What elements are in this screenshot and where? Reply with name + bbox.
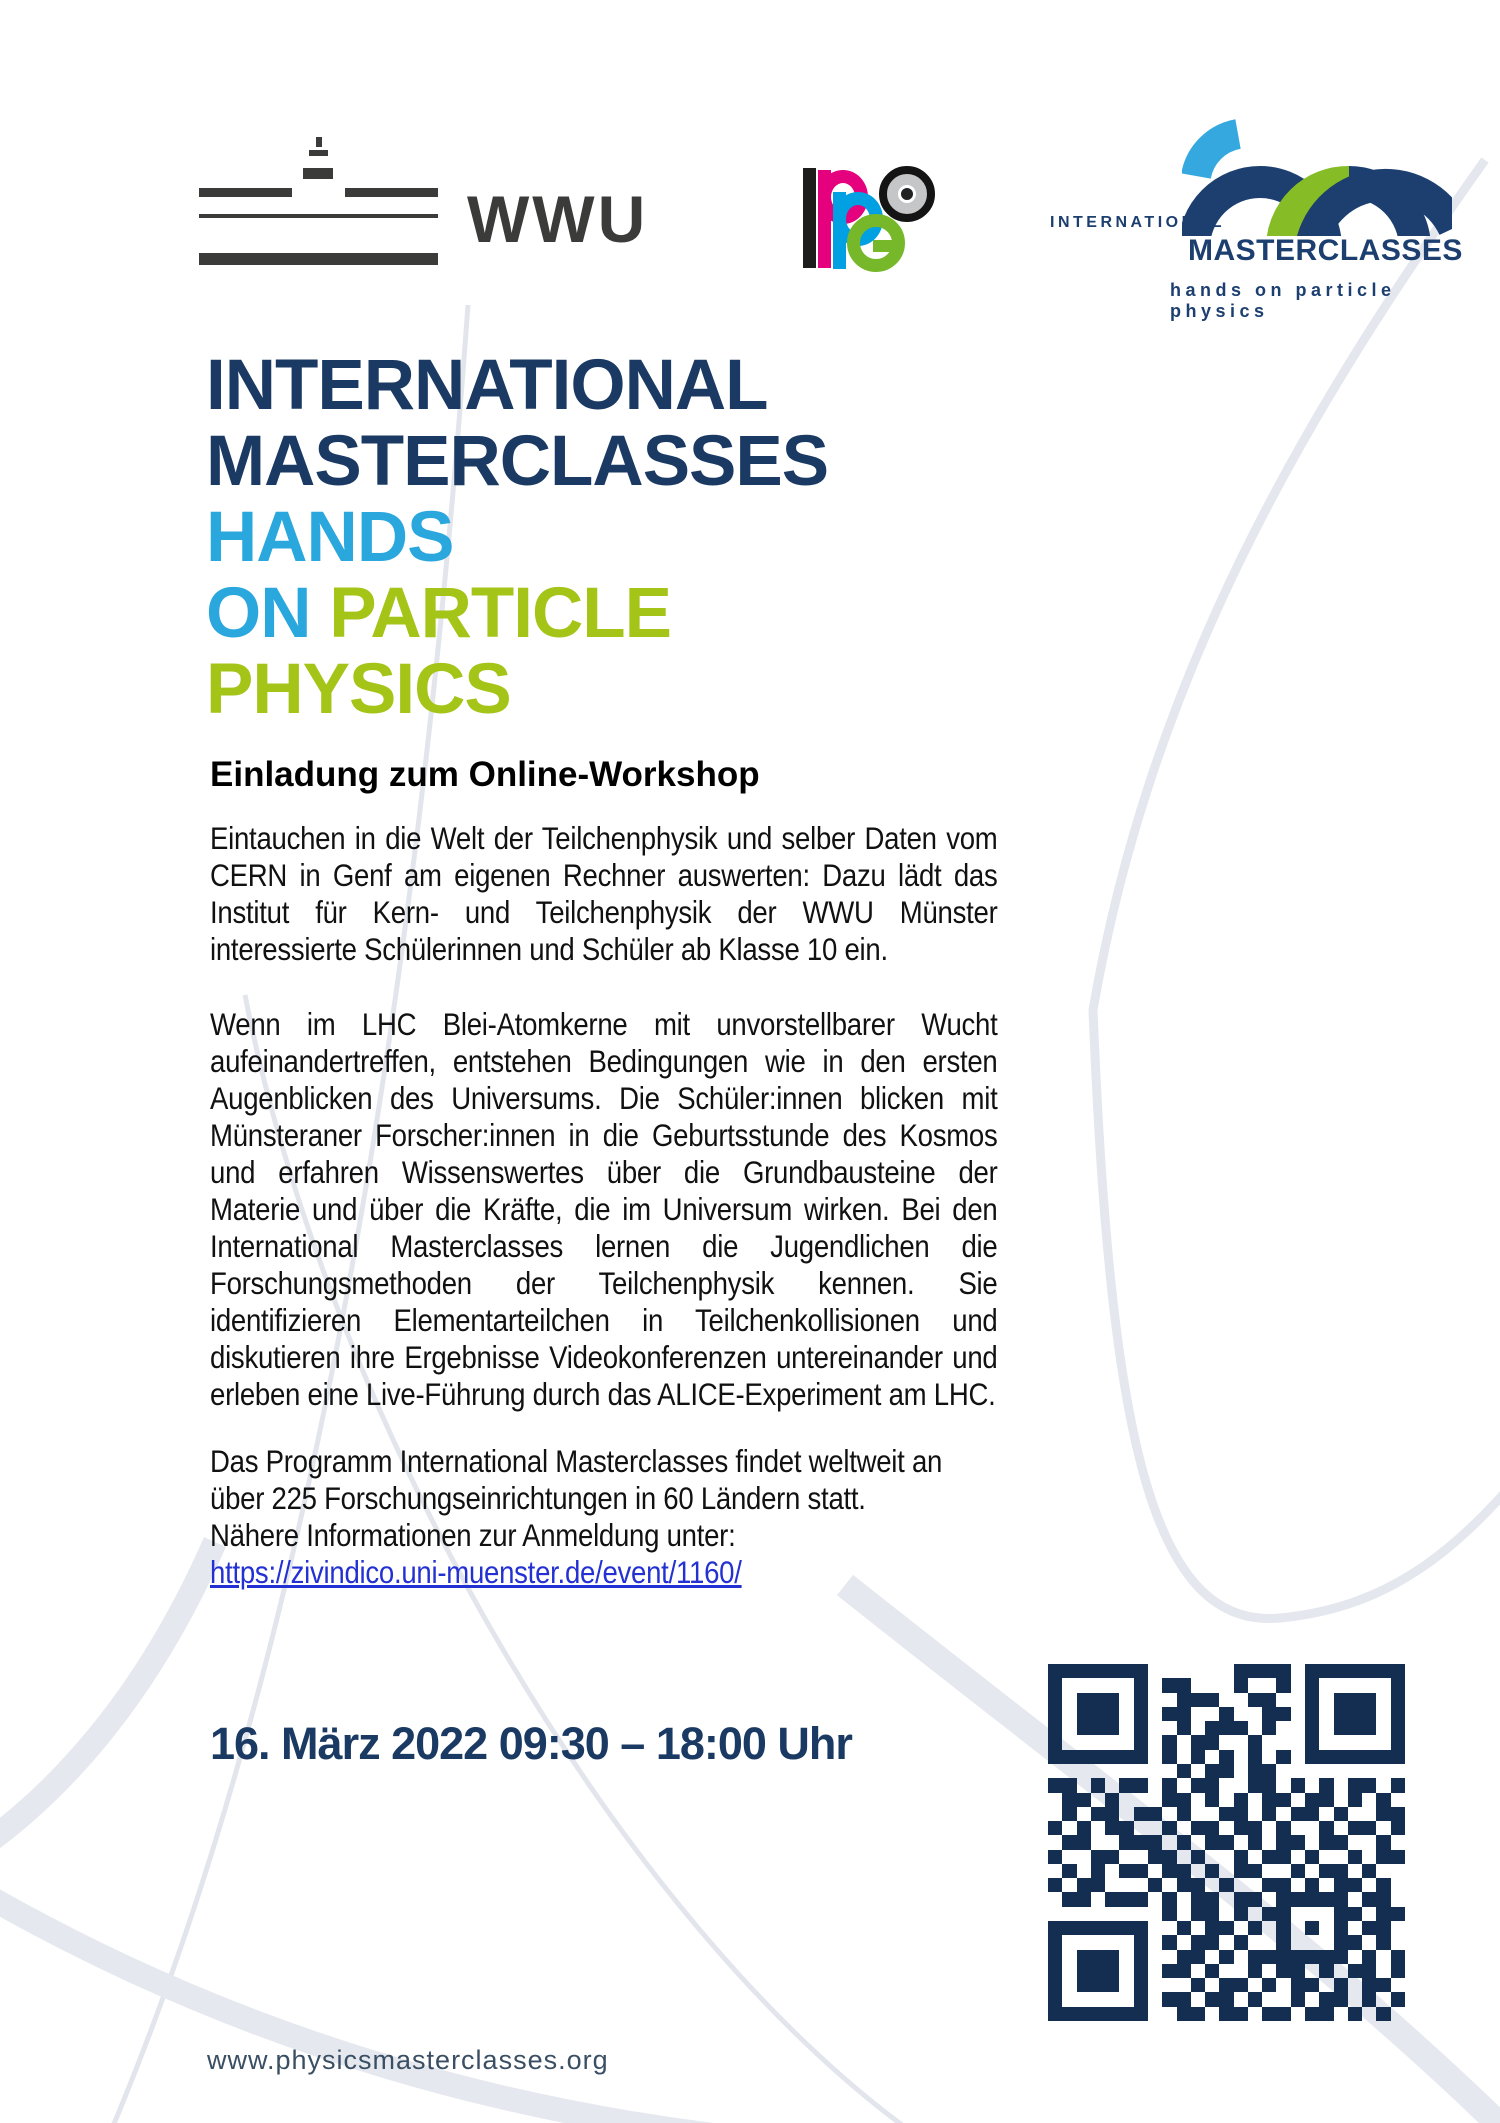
registration-qr-code [1048,1664,1405,2021]
registration-link[interactable]: https://zivindico.uni-muenster.de/event/1160/ [210,1554,742,1590]
wwu-castle-icon [316,137,322,147]
ippog-logo [795,120,1005,295]
masterclasses-logo [1050,110,1463,321]
masterclasses-logo-masterclasses: MASTERCLASSES [1188,234,1463,267]
masterclasses-logo-tagline: hands on particle physics [1170,280,1396,321]
wwu-logo [199,130,659,270]
body-text-column [210,806,998,1591]
masterclasses-logo-international: INTERNATIONAL [1050,214,1225,231]
paragraph-intro: Eintauchen in die Welt der Teilchenphysik und selber Daten vom CERN in Genf am eigenen Rechner auswerten: Dazu lädt das Institut für Kern- und Teilchenphysik der WWU Münster interessierte Schülerinnen und Schüler ab Klasse 10 ein. [210,820,998,967]
paragraph-program: Das Programm International Masterclasses findet weltweit an über 225 Forschungseinrichtungen in 60 Ländern statt. [210,1443,943,1516]
invitation-heading: Einladung zum Online-Workshop [210,755,760,794]
poster-title [206,348,828,728]
footer-url: www.physicsmasterclasses.org [207,2045,609,2075]
paragraph-description: Wenn im LHC Blei-Atomkerne mit unvorstellbarer Wucht aufeinandertreffen, entstehen Bedingungen wie in den ersten Augenblicken des Universums. Die Schüler:innen blicken mit Münsteraner Forscher:innen in die Geburtsstunde des Kosmos und erfahren Wissenswertes über die Grundbausteine der Materie und über die Kräfte, die im Universum wirken. Bei den International Masterclasses lernen die Jugendlichen die Forschungsmethoden der Teilchenphysik kennen. Sie identifizieren Elementarteilchen in Teilchenkollisionen und diskutieren ihre Ergebnisse Videokonferenzen untereinander und erleben eine Live-Führung durch das ALICE-Experiment am LHC. [210,1006,998,1412]
title-line-on-particle: ON PARTICLE [206,574,671,653]
title-line-hands: HANDS [206,498,454,577]
title-line-masterclasses: MASTERCLASSES [206,422,829,501]
title-line-physics: PHYSICS [206,650,511,729]
wwu-wordmark: WWU [467,182,649,256]
registration-info-line: Nähere Informationen zur Anmeldung unter: [210,1517,736,1553]
title-line-international: INTERNATIONAL [206,346,768,425]
ippog-letter-i [803,168,816,268]
event-date: 16. März 2022 09:30 – 18:00 Uhr [210,1718,852,1769]
